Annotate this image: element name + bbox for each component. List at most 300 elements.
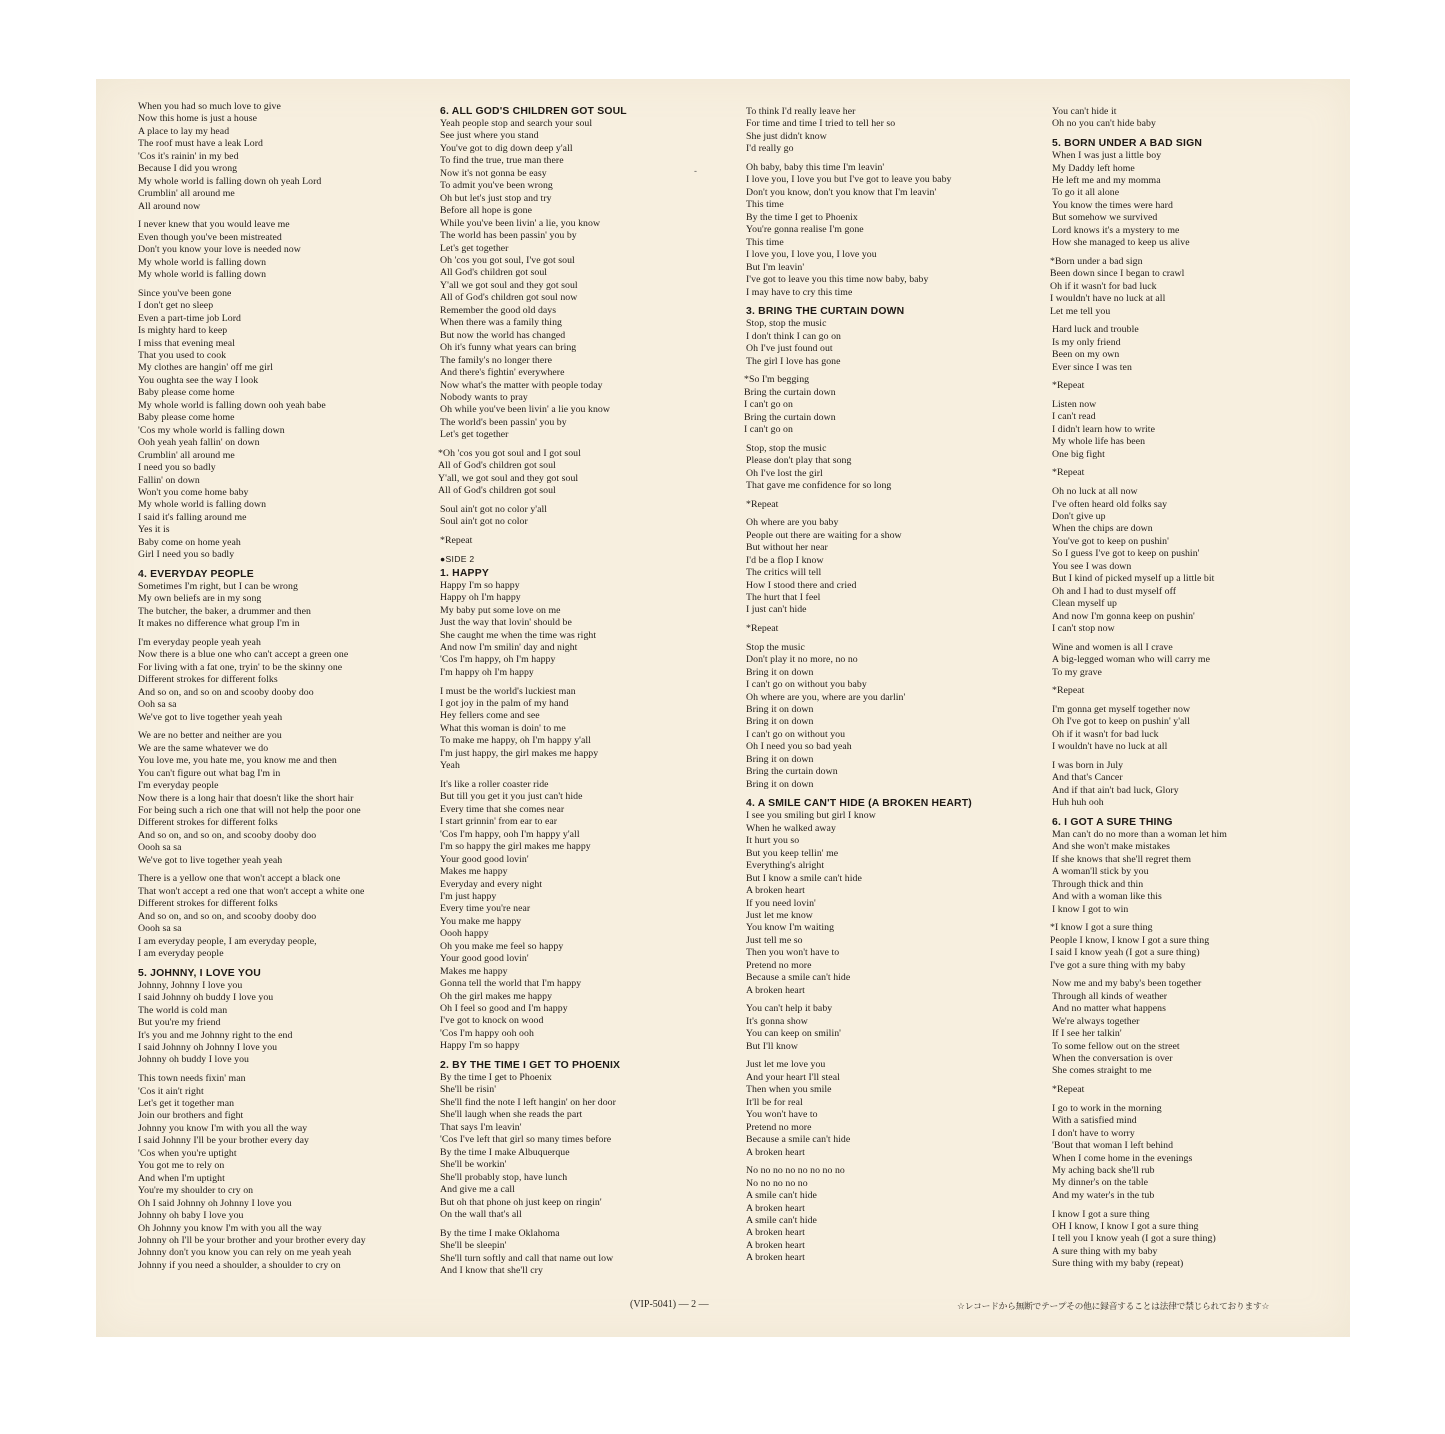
lyric-line: Let's get together <box>440 429 509 441</box>
lyric-stanza <box>1052 137 1352 250</box>
lyric-line: *Repeat <box>746 623 779 635</box>
lyric-stanza <box>440 554 740 680</box>
lyric-line: All of God's children got soul <box>438 460 556 472</box>
lyric-line: I need you so badly <box>138 462 216 474</box>
lyric-line: Now it's not gonna be easy <box>440 167 547 179</box>
lyric-line: On the wall that's all <box>440 1209 522 1221</box>
lyric-line: Your good good lovin' <box>440 853 529 865</box>
lyric-line: By the time I make Oklahoma <box>440 1227 560 1239</box>
lyric-line: When the chips are down <box>1052 523 1153 535</box>
lyric-line: My aching back she'll rub <box>1052 1164 1155 1176</box>
lyric-line: She caught me when the time was right <box>440 629 597 641</box>
lyric-line: 'Cos it's rainin' in my bed <box>138 150 239 162</box>
lyric-stanza <box>746 305 1046 368</box>
lyric-line: *Born under a bad sign <box>1050 255 1143 267</box>
lyric-line: Your good good lovin' <box>440 953 529 965</box>
lyric-line: But now the world has changed <box>440 329 566 341</box>
lyric-line: 'Cos my whole world is falling down <box>138 424 285 436</box>
center-dash-mark: - <box>694 166 697 176</box>
lyric-line: We are the same whatever we do <box>138 742 269 754</box>
lyric-line: Johnny, Johnny I love you <box>138 979 243 991</box>
lyric-stanza <box>1052 1103 1352 1203</box>
lyric-line: I never knew that you would leave me <box>138 219 290 231</box>
lyric-line: Because a smile can't hide <box>746 1134 851 1146</box>
lyric-line: And so on, and so on, and scooby dooby doo <box>138 829 317 841</box>
lyric-stanza <box>746 162 1046 299</box>
lyric-stanza <box>1052 704 1352 754</box>
lyric-line: Ooh yeah yeah fallin' on down <box>138 437 260 449</box>
lyric-stanza <box>1052 380 1352 392</box>
lyric-line: Is my only friend <box>1052 336 1121 348</box>
lyric-stanza <box>440 504 740 529</box>
lyric-line: My whole world is falling down <box>138 269 267 281</box>
lyric-line: I must be the world's luckiest man <box>440 685 576 697</box>
lyric-stanza <box>1052 467 1352 479</box>
lyric-line: This town needs fixin' man <box>138 1073 246 1085</box>
lyric-line: But I'm leavin' <box>746 261 805 273</box>
lyric-stanza <box>746 642 1046 791</box>
lyric-line: Please don't play that song <box>746 455 852 467</box>
lyric-line: I'd really go <box>746 143 794 155</box>
lyric-line: Don't you know, don't you know that I'm leavin' <box>746 186 937 198</box>
lyric-line: I've got a sure thing with my baby <box>1050 959 1186 971</box>
lyric-line: And that's Cancer <box>1052 772 1123 784</box>
lyric-line: When he walked away <box>746 822 836 834</box>
lyric-line: I don't get no sleep <box>138 300 214 312</box>
lyric-line: I said I know yeah (I got a sure thing) <box>1050 947 1200 959</box>
lyric-line: You got me to rely on <box>138 1160 225 1172</box>
lyric-line: Don't play it no more, no no <box>746 654 858 666</box>
lyric-line: Bring it on down <box>746 666 814 678</box>
lyric-line: 'Cos I'm happy, ooh I'm happy y'all <box>440 828 580 840</box>
lyric-line: Oh where are you baby <box>746 517 839 529</box>
lyric-line: We've got to live together yeah yeah <box>138 854 283 866</box>
song-title: 5. JOHNNY, I LOVE YOU <box>138 967 261 979</box>
lyric-line: And if that ain't bad luck, Glory <box>1052 784 1179 796</box>
lyric-line: Let's get it together man <box>138 1098 235 1110</box>
song-title: 6. ALL GOD'S CHILDREN GOT SOUL <box>440 106 627 117</box>
lyric-line: You can't hide it <box>1052 106 1117 117</box>
lyric-line: Stop, stop the music <box>746 318 827 330</box>
lyric-line: I'm everyday people yeah yeah <box>138 636 261 648</box>
lyric-line: Happy I'm so happy <box>440 1040 520 1052</box>
lyric-line: Man can't do no more than a woman let him <box>1052 828 1227 840</box>
lyric-line: *So I'm begging <box>744 374 810 386</box>
lyric-line: Because I did you wrong <box>138 163 238 175</box>
lyric-line: Johnny if you need a shoulder, a shoulder to cry on <box>138 1259 341 1271</box>
lyric-line: But you keep tellin' me <box>746 847 839 859</box>
lyric-line: I got joy in the palm of my hand <box>440 697 569 709</box>
lyric-line: That won't accept a red one that won't accept a white one <box>138 885 365 897</box>
lyric-line: My dinner's on the table <box>1052 1177 1149 1189</box>
lyric-stanza <box>138 873 438 960</box>
lyric-stanza <box>746 106 1046 156</box>
lyric-line: By the time I get to Phoenix <box>746 211 858 223</box>
lyric-line: To my grave <box>1052 666 1102 678</box>
lyric-line: Just the way that lovin' should be <box>440 617 572 629</box>
lyric-line: You make me happy <box>440 915 522 927</box>
lyric-line: Stop the music <box>746 641 805 653</box>
lyric-line: I'm gonna get myself together now <box>1052 703 1191 715</box>
lyric-line: I said Johnny oh buddy I love you <box>138 992 274 1004</box>
lyric-line: Oh baby, baby this time I'm leavin' <box>746 162 885 173</box>
lyric-line: If I see her talkin' <box>1052 1028 1122 1040</box>
lyric-line: All of God's children got soul <box>438 485 556 497</box>
lyric-line: When the conversation is over <box>1052 1052 1173 1064</box>
lyric-line: Just let me know <box>746 909 813 921</box>
lyric-line: It's like a roller coaster ride <box>440 778 549 790</box>
lyric-line: *I know I got a sure thing <box>1050 922 1153 934</box>
copyright-notice: ☆レコードから無断でテープその他に録音することは法律で禁じられております☆ <box>957 1302 1270 1312</box>
lyric-line: Different strokes for different folks <box>138 817 278 829</box>
lyric-line: And give me a call <box>440 1184 515 1196</box>
lyric-line: Bring the curtain down <box>744 386 836 398</box>
lyric-line: Bring the curtain down <box>746 766 838 778</box>
lyric-line: And she won't make mistakes <box>1052 841 1170 853</box>
lyric-line: See just where you stand <box>440 130 539 142</box>
lyric-line: People out there are waiting for a show <box>746 529 902 541</box>
lyric-line: Oooh sa sa <box>138 842 182 854</box>
lyric-line: *Repeat <box>1052 1084 1085 1096</box>
lyric-line: Been on my own <box>1052 349 1120 361</box>
lyric-line: No no no no no <box>746 1177 808 1189</box>
lyric-line: Soul ain't got no color y'all <box>440 503 548 515</box>
lyric-line: I can't go on <box>744 423 793 435</box>
lyric-line: Wine and women is all I crave <box>1052 641 1173 653</box>
lyric-line: It makes no difference what group I'm in <box>138 618 300 630</box>
song-title: 5. BORN UNDER A BAD SIGN <box>1052 138 1203 150</box>
lyric-line: The world's been passin' you by <box>440 416 567 428</box>
lyric-stanza <box>440 686 740 773</box>
lyric-line: But oh that phone oh just keep on ringin' <box>440 1196 602 1208</box>
lyric-line: Makes me happy <box>440 965 508 977</box>
lyric-line: Sure thing with my baby (repeat) <box>1052 1258 1184 1270</box>
lyric-stanza <box>1050 256 1352 318</box>
lyric-line: You oughta see the way I look <box>138 374 259 386</box>
lyric-line: Y'all we got soul and they got soul <box>440 279 578 291</box>
lyric-line: I don't have to worry <box>1052 1127 1135 1139</box>
lyric-line: I love you, I love you but I've got to leave you baby <box>746 174 952 186</box>
lyric-line: I am everyday people <box>138 948 224 960</box>
lyric-line: I don't think I can go on <box>746 330 841 342</box>
lyric-stanza <box>746 1003 1046 1053</box>
lyric-stanza <box>1052 1209 1352 1271</box>
lyric-line: But somehow we survived <box>1052 212 1158 224</box>
lyric-line: When there was a family thing <box>440 317 562 329</box>
lyric-line: I said it's falling around me <box>138 511 247 523</box>
lyric-stanza <box>1052 486 1352 635</box>
lyric-line: When you had so much love to give <box>138 101 281 112</box>
song-title: 4. A SMILE CAN'T HIDE (A BROKEN HEART) <box>746 798 972 810</box>
lyric-line: Just let me love you <box>746 1059 826 1071</box>
lyric-line: And now I'm gonna keep on pushin' <box>1052 610 1195 622</box>
lyric-line: Fallin' on down <box>138 474 200 486</box>
lyric-stanza <box>1052 106 1352 131</box>
lyric-line: Yeah people stop and search your soul <box>440 118 593 129</box>
lyric-stanza <box>440 1228 740 1278</box>
lyric-line: A broken heart <box>746 1146 805 1158</box>
lyric-line: He left me and my momma <box>1052 175 1161 186</box>
lyric-line: But I kind of picked myself up a little bit <box>1052 573 1215 585</box>
lyric-line: When I was just a little boy <box>1052 150 1162 162</box>
lyric-line: When I come home in the evenings <box>1052 1152 1193 1164</box>
lyric-line: Baby come on home yeah <box>138 536 241 548</box>
lyric-line: One big fight <box>1052 448 1105 460</box>
lyric-line: No no no no no no no no <box>746 1165 845 1177</box>
lyric-line: But you're my friend <box>138 1017 221 1029</box>
lyric-line: Bring it on down <box>746 753 814 765</box>
lyric-line: I've often heard old folks say <box>1052 498 1168 510</box>
lyric-line: You see I was down <box>1052 560 1132 572</box>
lyric-line: But I'll know <box>746 1040 798 1052</box>
lyric-line: You can keep on smilin' <box>746 1028 841 1040</box>
lyric-line: Nobody wants to pray <box>440 391 528 403</box>
lyric-line: Huh huh ooh <box>1052 797 1104 809</box>
lyric-line: You love me, you hate me, you know me and then <box>138 755 337 767</box>
lyric-line: A broken heart <box>746 1202 805 1214</box>
lyric-line: Oh where are you, where are you darlin' <box>746 691 906 703</box>
lyric-line: You can't figure out what bag I'm in <box>138 767 281 779</box>
lyric-line: All around now <box>138 200 201 212</box>
lyric-line: You've got to keep on pushin' <box>1052 535 1169 547</box>
lyric-stanza <box>746 1165 1046 1265</box>
lyric-line: A broken heart <box>746 1239 805 1251</box>
lyric-stanza <box>440 535 740 547</box>
lyric-stanza <box>438 448 740 498</box>
lyric-line: She'll turn softly and call that name out low <box>440 1252 614 1264</box>
lyric-line: You're my shoulder to cry on <box>138 1185 254 1197</box>
lyric-line: A broken heart <box>746 1227 805 1239</box>
lyric-line: Don't you know your love is needed now <box>138 244 301 256</box>
lyric-line: To some fellow out on the street <box>1052 1040 1180 1052</box>
lyric-line: How I stood there and cried <box>746 579 857 591</box>
lyric-line: 'Cos it ain't right <box>138 1085 204 1097</box>
lyric-line: I'm everyday people <box>138 780 219 792</box>
lyric-line: Soul ain't got no color <box>440 516 528 528</box>
song-title: 6. I GOT A SURE THING <box>1052 816 1173 828</box>
lyric-line: To think I'd really leave her <box>746 106 856 117</box>
lyric-line: Now this home is just a house <box>138 113 258 125</box>
lyric-line: Been down since I began to crawl <box>1050 268 1185 280</box>
lyric-line: That you used to cook <box>138 349 227 361</box>
lyrics-column-2 <box>440 103 740 1284</box>
lyric-line: Before all hope is gone <box>440 205 533 217</box>
lyric-line: Bring the curtain down <box>744 411 836 423</box>
lyric-line: I just can't hide <box>746 604 807 616</box>
lyric-line: You won't have to <box>746 1109 818 1121</box>
lyric-line: She comes straight to me <box>1052 1065 1152 1077</box>
lyric-line: You know I'm waiting <box>746 922 835 934</box>
lyric-line: Oh 'cos you got soul, I've got soul <box>440 254 575 266</box>
lyric-line: *Repeat <box>1052 685 1085 697</box>
lyric-line: Yes it is <box>138 524 170 536</box>
lyric-line: I go to work in the morning <box>1052 1102 1162 1114</box>
lyric-stanza <box>1052 685 1352 697</box>
lyric-line: I can't stop now <box>1052 623 1115 635</box>
lyric-line: If you need lovin' <box>746 897 816 909</box>
lyric-line: And so on, and so on, and scooby dooby doo <box>138 910 317 922</box>
lyric-line: A broken heart <box>746 1252 805 1264</box>
lyric-line: Oh Johnny you know I'm with you all the way <box>138 1222 322 1234</box>
lyric-line: Makes me happy <box>440 866 508 878</box>
lyric-line: For living with a fat one, tryin' to be the skinny one <box>138 661 343 673</box>
lyric-line: Oh I feel so good and I'm happy <box>440 1003 568 1015</box>
lyric-line: Through thick and thin <box>1052 878 1144 890</box>
lyric-line: Ever since I was ten <box>1052 361 1132 373</box>
lyric-line: I'd be a flop I know <box>746 554 824 566</box>
lyric-line: But without her near <box>746 542 828 554</box>
lyric-line: My whole world is falling down ooh yeah babe <box>138 399 326 411</box>
side-label: ●SIDE 2 <box>440 553 475 564</box>
lyric-line: By the time I make Albuquerque <box>440 1146 570 1158</box>
lyric-line: Bring it on down <box>746 703 814 715</box>
lyric-line: I miss that evening meal <box>138 337 235 349</box>
lyric-line: We are no better and neither are you <box>138 730 282 742</box>
lyric-line: I know I got to win <box>1052 903 1129 915</box>
lyric-line: It's you and me Johnny right to the end <box>138 1029 293 1041</box>
lyric-line: I've got to leave you this time now baby, baby <box>746 274 929 286</box>
lyric-line: She'll be workin' <box>440 1159 507 1171</box>
lyric-line: For time and time I tried to tell her so <box>746 118 896 130</box>
lyric-line: Johnny oh baby I love you <box>138 1210 244 1222</box>
lyric-line: It hurt you so <box>746 835 800 847</box>
lyric-line: A woman'll stick by you <box>1052 866 1149 878</box>
lyric-line: She'll be sleepin' <box>440 1240 507 1252</box>
lyric-line: A place to lay my head <box>138 125 230 137</box>
lyric-line: Stop, stop the music <box>746 442 827 454</box>
lyric-line: Even though you've been mistreated <box>138 231 282 243</box>
lyric-line: Pretend no more <box>746 959 812 971</box>
lyric-line: The world has been passin' you by <box>440 230 577 242</box>
lyric-line: Crumblin' all around me <box>138 449 235 461</box>
lyric-line: She'll find the note I left hangin' on her door <box>440 1096 616 1108</box>
lyric-line: While you've been livin' a lie, you know <box>440 217 601 229</box>
lyric-line: I can't go on without you <box>746 728 846 740</box>
lyric-line: My whole world is falling down oh yeah Lord <box>138 175 322 187</box>
lyric-line: Oh but let's just stop and try <box>440 192 552 204</box>
lyric-line: Won't you come home baby <box>138 486 249 498</box>
lyric-line: Every time that she comes near <box>440 803 565 815</box>
lyric-line: 'Cos I'm happy ooh ooh <box>440 1027 534 1039</box>
lyric-line: I know I got a sure thing <box>1052 1208 1150 1220</box>
lyric-line: This time <box>746 199 784 211</box>
lyric-line: Oh and I had to dust myself off <box>1052 585 1177 597</box>
lyric-line: Hard luck and trouble <box>1052 324 1139 336</box>
lyric-line: The world is cold man <box>138 1004 228 1016</box>
lyric-line: 'Cos I've left that girl so many times before <box>440 1134 612 1146</box>
lyric-stanza <box>138 967 438 1067</box>
lyric-line: She'll be risin' <box>440 1084 497 1096</box>
lyric-line: I tell you I know yeah (I got a sure thing) <box>1052 1233 1216 1245</box>
lyric-line: We've got to live together yeah yeah <box>138 711 283 723</box>
lyric-line: For being such a rich one that will not help the poor one <box>138 804 361 816</box>
lyric-stanza <box>1050 922 1352 972</box>
lyric-stanza <box>1052 324 1352 374</box>
lyric-line: I see you smiling but girl I know <box>746 810 876 822</box>
lyric-line: But I know a smile can't hide <box>746 872 862 884</box>
lyric-line: Oh I said Johnny oh Johnny I love you <box>138 1197 292 1209</box>
lyric-stanza <box>440 1059 740 1221</box>
lyric-line: Even a part-time job Lord <box>138 312 241 324</box>
song-title: 1. HAPPY <box>440 567 489 579</box>
lyric-line: Oh it's funny what years can bring <box>440 342 577 354</box>
lyric-line: I didn't learn how to write <box>1052 423 1155 435</box>
lyric-line: Oh while you've been livin' a lie you know <box>440 404 610 416</box>
lyric-line: What this woman is doin' to me <box>440 722 566 734</box>
lyric-line: She just didn't know <box>746 130 827 142</box>
lyric-line: Baby please come home <box>138 387 235 399</box>
lyric-line: Different strokes for different folks <box>138 674 278 686</box>
lyric-line: And there's fightin' everywhere <box>440 367 565 379</box>
lyric-line: 'Bout that woman I left behind <box>1052 1140 1174 1152</box>
lyric-line: Clean myself up <box>1052 598 1117 610</box>
lyric-line: Every time you're near <box>440 903 531 915</box>
lyric-line: But till you get it you just can't hide <box>440 791 583 803</box>
lyric-line: Ooh sa sa <box>138 699 177 711</box>
lyric-stanza <box>1052 642 1352 679</box>
lyric-line: Johnny oh I'll be your brother and your brother every day <box>138 1235 366 1247</box>
lyric-line: A sure thing with my baby <box>1052 1245 1158 1257</box>
lyric-line: Pretend no more <box>746 1121 812 1133</box>
lyric-line: And no matter what happens <box>1052 1003 1166 1015</box>
lyric-line: She'll probably stop, have lunch <box>440 1171 568 1183</box>
lyric-line: *Repeat <box>1052 380 1085 392</box>
lyric-line: People I know, I know I got a sure thing <box>1050 934 1210 946</box>
lyric-line: It's gonna show <box>746 1015 808 1027</box>
lyric-line: And I know that she'll cry <box>440 1265 543 1277</box>
lyric-line: Oh I've got to keep on pushin' y'all <box>1052 716 1190 728</box>
lyric-line: Lord knows it's a mystery to me <box>1052 224 1180 236</box>
lyric-line: Now what's the matter with people today <box>440 379 603 391</box>
lyric-line: Oh I've lost the girl <box>746 467 823 479</box>
lyric-line: All God's children got soul <box>440 267 548 279</box>
lyric-line: A big-legged woman who will carry me <box>1052 654 1210 666</box>
lyric-line: The family's no longer there <box>440 354 552 366</box>
lyric-line: 'Cos when you're uptight <box>138 1147 237 1159</box>
lyric-line: Oh the girl makes me happy <box>440 990 553 1002</box>
lyric-line: And your heart I'll steal <box>746 1071 840 1083</box>
lyric-line: Happy oh I'm happy <box>440 592 521 604</box>
lyric-line: That says I'm leavin' <box>440 1121 522 1133</box>
lyric-line: I can't go on without you baby <box>746 679 867 691</box>
lyric-line: My baby put some love on me <box>440 604 561 616</box>
lyric-stanza <box>138 288 438 562</box>
lyric-line: Now there is a long hair that doesn't like the short hair <box>138 792 354 804</box>
lyric-line: A broken heart <box>746 885 805 897</box>
lyric-line: Yeah <box>440 760 460 772</box>
lyric-line: I'm just happy <box>440 890 497 902</box>
lyric-line: And when I'm uptight <box>138 1172 225 1184</box>
lyric-stanza <box>1052 1084 1352 1096</box>
lyric-line: Johnny you know I'm with you all the way <box>138 1122 308 1134</box>
lyric-stanza <box>440 779 740 1053</box>
lyric-line: Everything's alright <box>746 860 825 872</box>
lyric-line: Oh no you can't hide baby <box>1052 118 1156 130</box>
lyric-line: Oh if it wasn't for bad luck <box>1052 728 1159 740</box>
lyric-line: Oh if it wasn't for bad luck <box>1050 280 1157 292</box>
lyric-stanza <box>138 730 438 867</box>
lyric-line: The roof must have a leak Lord <box>138 138 264 150</box>
lyric-line: Let me tell you <box>1050 305 1111 317</box>
lyric-line: I've got to knock on wood <box>440 1015 544 1027</box>
catalog-page-number: (VIP-5041) — 2 — <box>630 1299 709 1310</box>
lyric-line: My whole world is falling down <box>138 256 267 268</box>
lyric-line: Because a smile can't hide <box>746 972 851 984</box>
lyric-line: That gave me confidence for so long <box>746 479 892 491</box>
lyric-line: My Daddy left home <box>1052 162 1135 174</box>
lyric-line: By the time I get to Phoenix <box>440 1072 552 1084</box>
lyric-line: Join our brothers and fight <box>138 1110 244 1122</box>
